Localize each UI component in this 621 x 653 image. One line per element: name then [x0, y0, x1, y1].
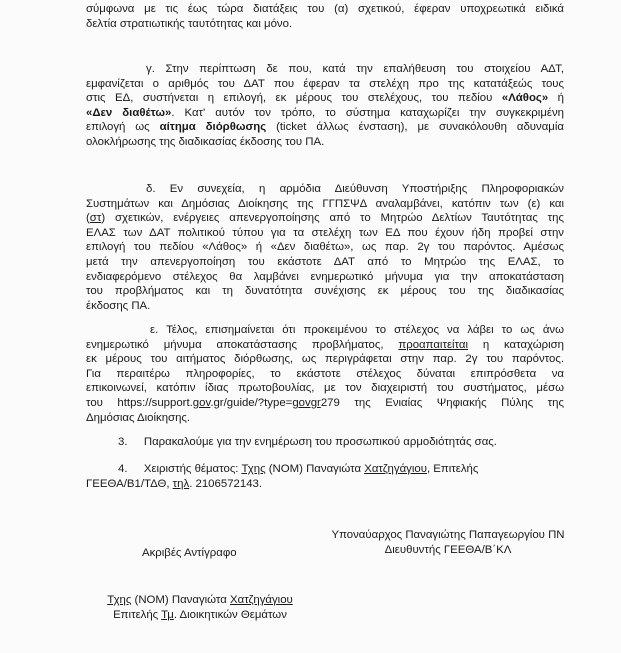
- item-4-line-2: ΓΕΕΘΑ/Β1/ΤΔΘ, τηλ. 2106572143.: [86, 478, 263, 490]
- paragraph-d: [86, 182, 564, 313]
- paragraph-g-line-2: εμφανίζεται ο αριθμός του ΔΑΤ που έφεραν τα στελέχη προ της κατατάξεώς τους: [86, 77, 564, 90]
- item-4-line-1: Χειριστής θέματος: Τχης (ΝΟΜ) Παναγιώτα Χατζηγάγιου, Επιτελής: [143, 463, 479, 475]
- paragraph-e-line-1: ε. Τέλος, επισημαίνεται ότι προκειμένου το στέλεχος να λάβει το ως άνω: [150, 324, 564, 336]
- certifier-title: Επιτελής Τμ. Διοικητικών Θεμάτων: [113, 608, 287, 621]
- intro-line-1: σύμφωνα με τις έως τώρα διατάξεις του (α) σχετικού, έφεραν υποχρεωτικά ειδικά: [86, 3, 564, 15]
- paragraph-d-line-2: Συστημάτων και Δημόσιας Διοίκησης της ΓΓΠΣΨΔ αναλαμβάνει, κατόπιν των (ε) και: [86, 197, 564, 210]
- paragraph-g-line-4: «Δεν διαθέτω». Κατ' αυτόν τον τρόπο, το σύστημα καταχωρίζει την συγκεκριμένη: [86, 106, 564, 119]
- item-3-text: Παρακαλούμε για την ενημέρωση του προσωπικού αρμοδιότητάς σας.: [143, 436, 497, 448]
- signatory-name: Υποναύαρχος Παναγιώτης Παπαγεωργίου ΠΝ: [331, 529, 565, 541]
- item-4-number: 4.: [118, 463, 128, 475]
- paragraph-g-line-6: ολοκλήρωσης της διαδικασίας έκδοσης του ΠΑ.: [86, 135, 325, 148]
- paragraph-d-line-3: (στ) σχετικών, ενέργειες απενεργοποίησης από το Μητρώο Δελτίων Ταυτότητας της: [86, 212, 564, 225]
- paragraph-g-line-3: στις ΕΔ, συστήνεται η επιλογή, εκ μέρους του στελέχους, του πεδίου «Λάθος» ή: [86, 92, 564, 105]
- paragraph-g: [86, 62, 564, 150]
- paragraph-d-line-6: μετά την απενεργοποίηση του εκάστοτε ΔΑΤ από το Μητρώο της ΕΛΑΣ, το: [86, 255, 564, 268]
- support-url-line: του https://support.gov.gr/guide/?type=govgr279 της Ενιαίας Ψηφιακής Πύλης της: [86, 396, 564, 409]
- intro-line-2: δελτία στρατιωτικής ταυτότητας και μόνο.: [86, 17, 293, 30]
- paragraph-d-line-1: δ. Εν συνεχεία, η αρμόδια Διεύθυνση Υποστήριξης Πληροφοριακών: [146, 183, 564, 195]
- paragraph-d-line-7: ενδιαφερόμενο στέλεχος θα λαμβάνει ενημερωτικό μήνυμα για την αποκατάσταση: [86, 270, 564, 283]
- intro-paragraph: [86, 2, 564, 31]
- paragraph-g-line-5: επιλογή ως αίτημα διόρθωσης (ticket άλλως ένσταση), με συνακόλουθη αδυναμία: [86, 121, 564, 134]
- paragraph-e: [86, 323, 564, 425]
- paragraph-e-line-5: επικοινωνεί, κατόπιν ίδιας πρωτοβουλίας, με τον διαχειριστή του συστήματος, μέσω: [86, 382, 564, 395]
- paragraph-g-line-1: γ. Στην περίπτωση δε που, κατά την επαλήθευση του στοιχείου ΑΔΤ,: [146, 63, 564, 75]
- signatory-block: [318, 528, 578, 557]
- paragraph-d-line-5: επιλογή του πεδίου «Λάθος» ή «Δεν διαθέτω», ως παρ. 2γ του παρόντος. Αμέσως: [86, 241, 564, 254]
- signatory-role: Διευθυντής ΓΕΕΘΑ/Β΄ΚΛ: [384, 543, 512, 556]
- paragraph-e-line-7: Δημόσιας Διοίκησης.: [86, 411, 191, 424]
- paragraph-e-line-2: ενημερωτικό μήνυμα αποκατάστασης προβλήματος, προαπαιτείται η καταχώριση: [86, 338, 565, 351]
- true-copy-label: Ακριβές Αντίγραφο: [142, 547, 237, 559]
- certifier-block: [70, 593, 330, 622]
- paragraph-e-line-3: εκ μέρους του αιτήματος διόρθωσης, ως περιγράφεται στην παρ. 2γ του παρόντος.: [86, 353, 564, 366]
- paragraph-d-line-8: του προβλήματος και τη δυνατότητα συνέχισης εκ μέρους του της διαδικασίας: [86, 285, 564, 298]
- item-3: [118, 435, 497, 450]
- item-4: [118, 462, 478, 477]
- paragraph-d-line-9: έκδοσης ΠΑ.: [86, 299, 151, 312]
- paragraph-d-line-4: ΕΛΑΣ των ΔΑΤ πολιτικού τύπου για τα στελέχη των ΕΔ που έχουν ήδη προβεί στην: [86, 226, 564, 239]
- paragraph-e-line-4: Για περαιτέρω πληροφορίες, το εκάστοτε στέλεχος δύναται επιπρόσθετα να: [86, 367, 564, 380]
- certifier-name: Τχης (ΝΟΜ) Παναγιώτα Χατζηγάγιου: [107, 594, 293, 606]
- item-3-number: 3.: [118, 436, 128, 448]
